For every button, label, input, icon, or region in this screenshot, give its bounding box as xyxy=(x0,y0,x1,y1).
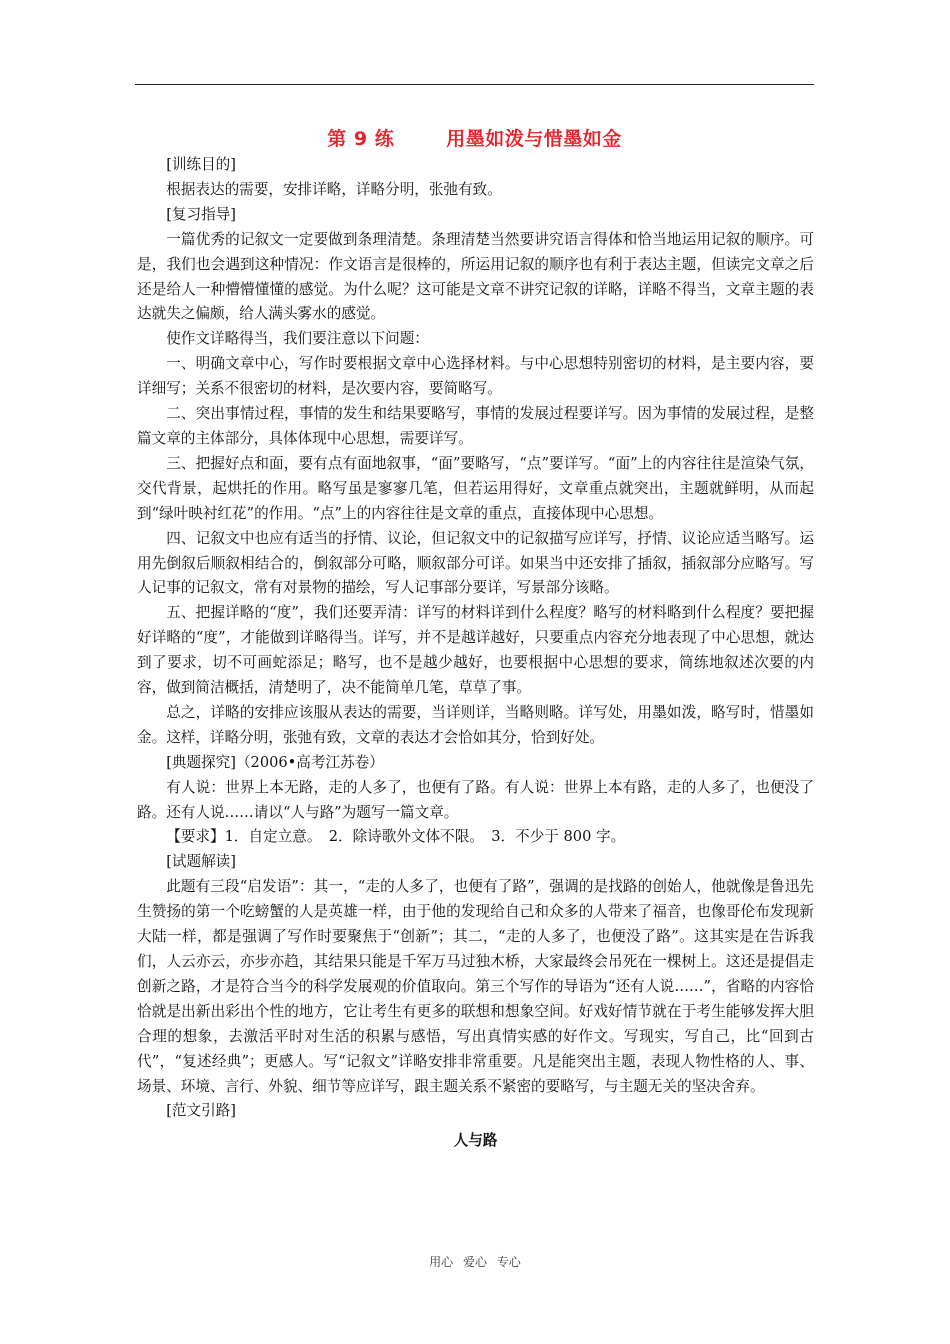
page-title xyxy=(135,124,814,151)
paragraph: 使作文详略得当，我们要注意以下问题： xyxy=(166,330,429,348)
paragraph: 有人说：世界上本无路，走的人多了，也便有了路。有人说：世界上本有路，走的人多了，也便没了路。还有人说……请以“人与路”为题写一篇文章。 xyxy=(137,778,814,821)
section-label-goal: [训练目的] xyxy=(166,156,236,173)
document-body xyxy=(137,153,814,1154)
paragraph: 总之，详略的安排应该服从表达的需要，当详则详，当略则略。详写处，用墨如泼，略写时，惜墨如金。这样，详略分明，张弛有致，文章的表达才会恰如其分，恰到好处。 xyxy=(137,703,814,746)
paragraph: 二、突出事情过程，事情的发生和结果要略写，事情的发展过程要详写。因为事情的发展过程，是整篇文章的主体部分，具体体现中心思想，需要详写。 xyxy=(137,405,814,447)
paragraph: 此题有三段“启发语”：其一，“走的人多了，也便有了路”，强调的是找路的创始人，他就像是鲁迅先生赞扬的第一个吃螃蟹的人是英雄一样，由于他的发现给自己和众多的人带来了福音，也像哥伦布发现新大陆一样，都是强调了写作时要聚焦于“创新”；其二，“走的人多了，也便没了路”。这其实是在告诉我们，人云亦云，亦步亦趋，其结果只能是千军万马过独木桥，大家最终会吊死在一棵树上。这还是提倡走创新之路，才是符合当今的科学发展观的价值取向。第三个写作的导语为“还有人说……”，省略的内容恰恰就是出新出彩出个性的地方，它让考生有更多的联想和想象空间。好戏好情节就在于考生能够发挥大胆合理的想象，去激活平时对生活的积累与感悟，写出真情实感的好作文。写现实，写自己，比“回到古代”，“复述经典”；更感人。写“记叙文”详略安排非常重要。凡是能突出主题，表现人物性格的人、事、场景、环境、言行、外貌、细节等应详写，跟主题关系不紧密的要略写，与主题无关的坚决舍弃。 xyxy=(137,878,814,1095)
paragraph: 五、把握详略的“度”，我们还要弄清：详写的材料详到什么程度？略写的材料略到什么程度？要把握好详略的“度”，才能做到详略得当。详写，并不是越详越好，只要重点内容充分地表现了中心思想，就达到了要求，切不可画蛇添足；略写，也不是越少越好，也要根据中心思想的要求，简练地叙述次要的内容，做到简洁概括，清楚明了，决不能简单几笔，草草了事。 xyxy=(137,604,814,697)
lesson-topic: 用墨如泼与惜墨如金 xyxy=(446,128,622,150)
section-label-analysis: [试题解读] xyxy=(166,853,236,871)
paragraph: 根据表达的需要，安排详略，详略分明，张弛有致。 xyxy=(166,180,502,198)
paragraph: 一、明确文章中心，写作时要根据文章中心选择材料。与中心思想特别密切的材料，是主要内容，要详细写；关系不很密切的材料，是次要内容，要简略写。 xyxy=(137,355,814,398)
paragraph: 四、记叙文中也应有适当的抒情、议论，但记叙文中的记叙描写应详写，抒情、议论应适当略写。运用先倒叙后顺叙相结合的，倒叙部分可略，顺叙部分可详。如果当中还安排了插叙，插叙部分应略写。写人记事的记叙文，常有对景物的描绘，写人记事部分要详，写景部分该略。 xyxy=(137,529,814,597)
essay-title: 人与路 xyxy=(453,1132,498,1150)
section-label-model: [范文引路] xyxy=(166,1102,236,1120)
section-label-guide: [复习指导] xyxy=(166,205,236,223)
section-label-example: [典题探究]（2006•高考江苏卷） xyxy=(166,753,384,771)
lesson-number: 第 9 练 xyxy=(327,128,395,150)
paragraph: 三、把握好点和面，要有点有面地叙事，“面”要略写，“点”要详写。“面”上的内容往往是渲染气氛，交代背景，起烘托的作用。略写虽是寥寥几笔，但若运用得好，文章重点就突出，主题就鲜明，从而起到“绿叶映衬红花”的作用。“点”上的内容往往是文章的重点，直接体现中心思想。 xyxy=(137,454,814,522)
header-rule xyxy=(135,84,814,85)
paragraph: 一篇优秀的记叙文一定要做到条理清楚。条理清楚当然要讲究语言得体和恰当地运用记叙的顺序。可是，我们也会遇到这种情况：作文语言是很棒的，所运用记叙的顺序也有利于表达主题，但读完文章之后还是给人一种懵懵懂懂的感觉。为什么呢？这可能是文章不讲究记叙的详略，详略不得当，文章主题的表达就失之偏颇，给人满头雾水的感觉。 xyxy=(137,230,814,323)
page-footer: 用心 爱心 专心 xyxy=(429,1255,521,1269)
requirements: 【要求】1．自定立意。 2．除诗歌外文体不限。 3．不少于 800 字。 xyxy=(166,828,626,846)
